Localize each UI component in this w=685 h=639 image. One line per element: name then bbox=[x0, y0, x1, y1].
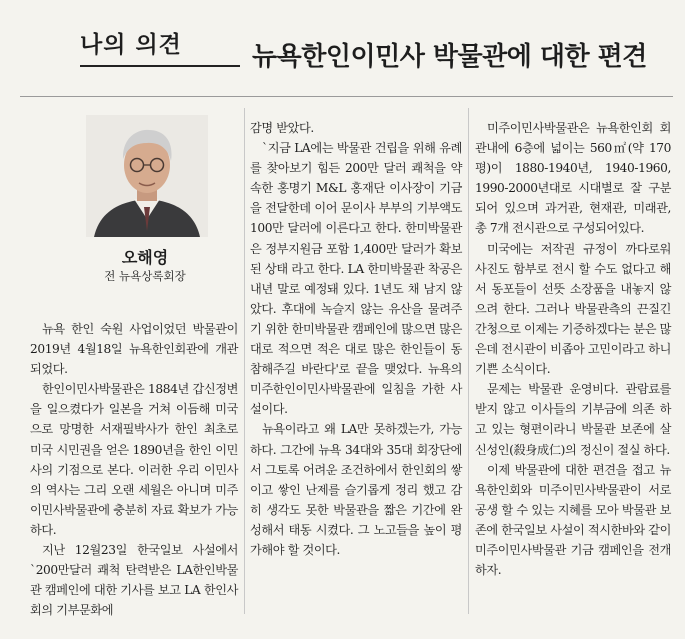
paragraph: 미주이민사박물관은 뉴욕한인회 회관내에 6층에 넓이는 560㎡(약 170평)이 1880-1940년, 1940-1960, 1990-2000년대로 시대별로 잘 구분되어 있으며 과거관, 현재관, 미래관, 총 7개 전시관으로 구성되어있다. bbox=[475, 121, 671, 236]
author-title: 전 뉴욕상록회장 bbox=[104, 269, 186, 283]
column-divider bbox=[244, 108, 245, 614]
paragraph: 이제 박물관에 대한 편견을 접고 뉴욕한인회와 미주이민사박물관이 서로 공생 할 수 있는 지혜를 모아 박물관 보존에 한국일보 사설이 적시한바와 같이 미주이민사박물관 기금 캠페인을 전개하자. bbox=[475, 462, 671, 578]
paragraph: 지난 12월23일 한국일보 사설에서 `200만달러 쾌척 탄력받은 LA한인박물관 캠페인에 대한 기사를 보고 LA 한인사회의 기부문화에 bbox=[30, 543, 238, 618]
author-portrait-illustration bbox=[86, 115, 208, 237]
article-column-1 bbox=[30, 319, 238, 620]
paragraph: 감명 받았다. bbox=[250, 121, 314, 135]
paragraph: 뉴욕 한인 숙원 사업이었던 박물관이 2019년 4월18일 뉴욕한인회관에 개관 되었다. bbox=[30, 322, 238, 377]
headline: 뉴욕한인이민사 박물관에 대한 편견 bbox=[252, 42, 647, 72]
author-name: 오해영 bbox=[121, 248, 169, 267]
paragraph: `지금 LA에는 박물관 건립을 위해 유례를 찾아보기 힘든 200만 달러 쾌척을 약속한 홍명기 M&L 홍재단 이사장이 기금을 전달한데 이어 문이사 부부의 기부액도 100만 달러에 이른다고 한다. 한미박물관은 정부지원금 포함 1,400만 달러가 확보된 상태 라고 한다. LA 한미박물관 착공은 내년 말로 예정돼 있다. 1년도 채 남지 않았다. 후대에 녹슬지 않는 유산을 물려주기 위한 한미박물관 캠페인에 많으면 많은 대로 적으면 적은 대로 많은 한인들이 동참해주길 바란다'로 끝을 맺었다. 뉴욕의 미주한인이민사박물관에 일침을 가한 사설이다. bbox=[250, 141, 462, 417]
paragraph: 문제는 박물관 운영비다. 관람료를 받지 않고 이사들의 기부금에 의존 하고 있는 형편이라니 박물관 보존에 살신성인(殺身成仁)의 정신이 절실 하다. bbox=[475, 382, 671, 457]
article-column-2 bbox=[250, 118, 462, 560]
paragraph: 한인이민사박물관은 1884년 갑신정변을 일으켰다가 일본을 거쳐 이듬해 미국으로 망명한 서재필박사가 한인 최초로 미국 시민권을 얻은 1890년을 한인 이민사의 기점으로 본다. 이러한 우리 이민사의 역사는 그리 오랜 세월은 아니며 미주이민사박물관에 충분히 자료 확보가 가능하다. bbox=[30, 382, 238, 537]
paragraph: 뉴욕이라고 왜 LA만 못하겠는가, 가능하다. 그간에 뉴욕 34대와 35대 회장단에서 그토록 어려운 조건하에서 한인회의 쌓이고 쌓인 난제를 슬기롭게 정리 했고 감히 생각도 못한 박물관을 짧은 기간에 완성해서 태동 시켰다. 그 노고들을 높이 평가해야 할 것이다. bbox=[250, 422, 462, 557]
author-photo bbox=[86, 115, 208, 237]
article-column-3 bbox=[475, 118, 671, 580]
header-divider bbox=[20, 96, 673, 97]
column-divider bbox=[468, 108, 469, 614]
paragraph: 미국에는 저작권 규정이 까다로워 사진도 함부로 전시 할 수도 없다고 해서 동포들이 선뜻 소장품을 내놓지 않으려 한다. 그러나 박물관측의 끈질긴 간청으로 이제는 기증하겠다는 분은 많은데 전시관이 비좁아 고민이라고 하니 기쁜 소식이다. bbox=[475, 241, 671, 377]
section-label: 나의 의견 bbox=[80, 26, 240, 67]
